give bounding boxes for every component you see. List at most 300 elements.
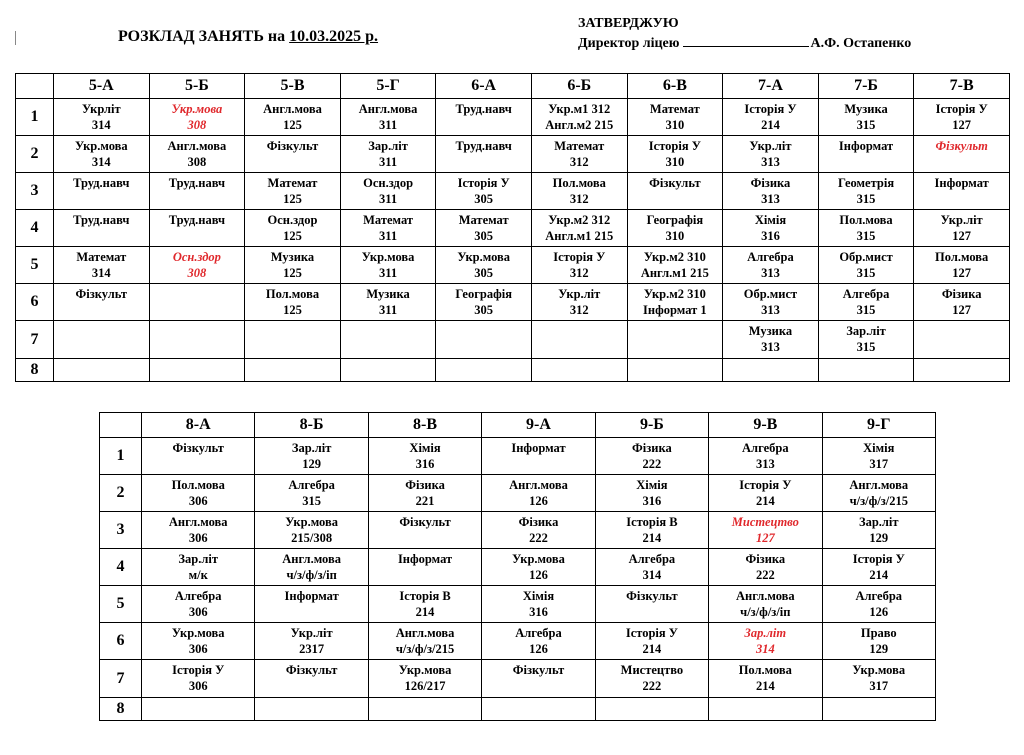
lesson-cell	[709, 438, 822, 475]
lesson-cell	[436, 99, 532, 136]
lesson-text: Англ.мова 311	[358, 102, 418, 132]
lesson-cell	[595, 623, 708, 660]
lesson-cell	[436, 359, 532, 382]
lesson-text	[150, 284, 245, 286]
lesson-text: Зар.літ 129	[858, 515, 899, 545]
lesson-text	[54, 321, 149, 323]
lesson-text	[823, 698, 935, 700]
lesson-cell	[709, 586, 822, 623]
lesson-cell	[531, 321, 627, 359]
lesson-cell	[482, 586, 595, 623]
lesson-text: Хімія 317	[863, 441, 895, 471]
lesson-text: Історія У 305	[457, 176, 510, 206]
lesson-cell	[818, 173, 914, 210]
lesson-cell	[482, 623, 595, 660]
lesson-cell	[149, 99, 245, 136]
lesson-text: Зар.літ 129	[291, 441, 332, 471]
approval-block	[578, 14, 911, 53]
lesson-text	[245, 359, 340, 361]
lesson-text: Історія У 127	[935, 102, 988, 132]
lesson-row	[16, 321, 1010, 359]
lesson-text: Фізкульт	[399, 515, 451, 529]
lesson-text: Укр.мова 314	[74, 139, 128, 169]
lesson-text: Фізкульт	[935, 139, 988, 153]
lesson-cell	[340, 321, 436, 359]
lesson-cell	[255, 586, 368, 623]
class-header: 9-А	[482, 413, 595, 438]
lesson-text: Укр.м2 312 Англ.м1 215	[545, 213, 614, 243]
lesson-text: Труд.навч	[73, 213, 130, 227]
lesson-cell	[142, 698, 255, 721]
lesson-text: Географія 305	[455, 287, 512, 317]
lesson-text: Фізкульт	[649, 176, 701, 190]
class-header: 5-В	[245, 74, 341, 99]
lesson-cell	[149, 247, 245, 284]
lesson-text: Інформат	[838, 139, 894, 153]
lesson-text	[436, 359, 531, 361]
class-header: 5-Г	[340, 74, 436, 99]
class-header: 7-А	[723, 74, 819, 99]
lesson-text: Математ 310	[649, 102, 700, 132]
lesson-text	[819, 359, 914, 361]
lesson-text: Історія У 214	[852, 552, 905, 582]
lesson-cell	[595, 475, 708, 512]
lesson-row	[16, 210, 1010, 247]
lesson-row	[100, 660, 936, 698]
lesson-text	[150, 359, 245, 361]
lesson-text: Англ.мова ч/з/ф/з/215	[395, 626, 455, 656]
lesson-text: Алгебра 126	[855, 589, 903, 619]
lesson-text: Пол.мова 125	[265, 287, 320, 317]
lesson-text: Пол.мова 214	[738, 663, 792, 693]
lesson-text: Осн.здор 125	[267, 213, 318, 243]
margin-mark	[15, 31, 16, 45]
lesson-text: Укр.мова 317	[852, 663, 906, 693]
lesson-cell	[368, 475, 481, 512]
lesson-cell	[709, 512, 822, 549]
lesson-cell	[723, 210, 819, 247]
lesson-cell	[149, 284, 245, 321]
lesson-text	[150, 321, 245, 323]
lesson-text: Музика 125	[270, 250, 315, 280]
lesson-text: Англ.мова ч/з/ф/з/215	[849, 478, 909, 508]
lesson-text	[341, 359, 436, 361]
lesson-text	[255, 698, 367, 700]
lesson-number: 1	[100, 438, 142, 475]
lesson-cell	[54, 173, 150, 210]
lesson-cell	[723, 359, 819, 382]
class-header: 9-Г	[822, 413, 935, 438]
lesson-text: Англ.мова ч/з/ф/з/іп	[735, 589, 795, 619]
lesson-text: Інформат	[284, 589, 339, 603]
lesson-cell	[245, 210, 341, 247]
lesson-cell	[709, 475, 822, 512]
lesson-cell	[627, 321, 723, 359]
lesson-row	[16, 173, 1010, 210]
lesson-text: Англ.мова 125	[263, 102, 322, 132]
lesson-cell	[436, 247, 532, 284]
lesson-text: Обр.мист 315	[839, 250, 893, 280]
header-row	[16, 74, 1010, 99]
lesson-text: Право 129	[860, 626, 897, 656]
lesson-cell	[822, 660, 935, 698]
lesson-cell	[245, 359, 341, 382]
title-date: 10.03.2025 р.	[289, 28, 379, 45]
lesson-cell	[255, 623, 368, 660]
lesson-cell	[531, 359, 627, 382]
lesson-text	[142, 698, 254, 700]
lesson-row	[100, 438, 936, 475]
lesson-text: Історія У 214	[744, 102, 797, 132]
lesson-cell	[54, 210, 150, 247]
lesson-number: 4	[100, 549, 142, 586]
lesson-text: Математ 314	[76, 250, 127, 280]
lesson-cell	[255, 438, 368, 475]
lesson-text: Труд.навч	[455, 139, 512, 153]
class-header: 5-Б	[149, 74, 245, 99]
lesson-cell	[142, 475, 255, 512]
lesson-cell	[245, 173, 341, 210]
lesson-row	[16, 99, 1010, 136]
lesson-text: Зар.літ 311	[368, 139, 408, 169]
lesson-cell	[723, 284, 819, 321]
lesson-cell	[818, 136, 914, 173]
lesson-cell	[723, 321, 819, 359]
lesson-text: Хімія 316	[522, 589, 555, 619]
class-header: 5-А	[54, 74, 150, 99]
lesson-cell	[627, 247, 723, 284]
lesson-row	[16, 247, 1010, 284]
lesson-cell	[482, 438, 595, 475]
lesson-cell	[818, 321, 914, 359]
lesson-cell	[245, 284, 341, 321]
lesson-cell	[627, 284, 723, 321]
lesson-text: Укр.мова 308	[171, 102, 223, 132]
lesson-text: Фізика 313	[750, 176, 791, 206]
lesson-text: Англ.мова 306	[168, 515, 228, 545]
lesson-text: Алгебра 313	[742, 441, 789, 471]
lesson-text	[709, 698, 821, 700]
lesson-cell	[368, 698, 481, 721]
lesson-cell	[723, 173, 819, 210]
lesson-text: Історія У 214	[625, 626, 678, 656]
lesson-cell	[340, 247, 436, 284]
lesson-cell	[914, 136, 1010, 173]
lesson-text: Фізика 221	[405, 478, 445, 508]
lesson-cell	[822, 549, 935, 586]
lesson-cell	[914, 247, 1010, 284]
lesson-text: Геометрія 315	[837, 176, 895, 206]
lesson-cell	[482, 475, 595, 512]
lesson-cell	[822, 475, 935, 512]
lesson-cell	[482, 549, 595, 586]
lesson-number: 7	[100, 660, 142, 698]
corner-cell	[100, 413, 142, 438]
lesson-cell	[368, 660, 481, 698]
lesson-text: Фізкульт	[285, 663, 338, 677]
lesson-text: Фізкульт	[512, 663, 565, 677]
lesson-text: Інформат	[397, 552, 453, 566]
lesson-cell	[595, 698, 708, 721]
lesson-text: Укр.мова 215/308	[285, 515, 338, 545]
lesson-cell	[822, 623, 935, 660]
lesson-row	[16, 359, 1010, 382]
lesson-cell	[482, 512, 595, 549]
lesson-number: 2	[16, 136, 54, 173]
lesson-number: 6	[100, 623, 142, 660]
lesson-cell	[142, 660, 255, 698]
lesson-cell	[595, 660, 708, 698]
lesson-cell	[340, 99, 436, 136]
lesson-cell	[368, 549, 481, 586]
lesson-text	[54, 359, 149, 361]
lesson-row	[100, 512, 936, 549]
lesson-text: Фізкульт	[266, 139, 319, 153]
lesson-cell	[142, 512, 255, 549]
lesson-cell	[149, 136, 245, 173]
lesson-cell	[627, 173, 723, 210]
lesson-cell	[822, 512, 935, 549]
lesson-cell	[54, 284, 150, 321]
lesson-cell	[149, 173, 245, 210]
lesson-text: Музика 315	[844, 102, 888, 132]
lesson-cell	[149, 210, 245, 247]
lesson-text: Пол.мова 312	[552, 176, 606, 206]
lesson-cell	[245, 99, 341, 136]
class-header: 7-Б	[818, 74, 914, 99]
lesson-cell	[723, 247, 819, 284]
schedule-table-grades-5-7	[15, 73, 1010, 382]
lesson-cell	[54, 321, 150, 359]
lesson-cell	[818, 359, 914, 382]
lesson-cell	[914, 99, 1010, 136]
lesson-number: 3	[100, 512, 142, 549]
lesson-cell	[255, 475, 368, 512]
class-header: 6-Б	[531, 74, 627, 99]
lesson-cell	[340, 284, 436, 321]
lesson-cell	[149, 359, 245, 382]
lesson-cell	[245, 247, 341, 284]
lesson-cell	[142, 438, 255, 475]
lesson-row	[16, 284, 1010, 321]
lesson-cell	[368, 623, 481, 660]
lesson-cell	[723, 136, 819, 173]
lesson-text: Алгебра 315	[288, 478, 335, 508]
lesson-text: Англ.мова ч/з/ф/з/іп	[282, 552, 341, 582]
lesson-text: Труд.навч	[168, 213, 226, 227]
lesson-text	[628, 321, 723, 323]
lesson-text: Пол.мова 315	[839, 213, 893, 243]
lesson-cell	[595, 512, 708, 549]
lesson-cell	[368, 586, 481, 623]
class-header: 7-В	[914, 74, 1010, 99]
lesson-text: Фізика 127	[941, 287, 982, 317]
table-body	[100, 438, 936, 721]
lesson-cell	[54, 247, 150, 284]
lesson-cell	[627, 359, 723, 382]
lesson-cell	[142, 586, 255, 623]
lesson-number: 2	[100, 475, 142, 512]
lesson-number: 1	[16, 99, 54, 136]
lesson-cell	[709, 660, 822, 698]
lesson-text: Фізика 222	[632, 441, 672, 471]
lesson-text: Пол.мова 306	[171, 478, 225, 508]
lesson-text: Укр.мова 305	[457, 250, 511, 280]
lesson-cell	[436, 136, 532, 173]
class-header: 8-А	[142, 413, 255, 438]
lesson-text: Мистецтво 127	[731, 515, 799, 545]
lesson-cell	[142, 549, 255, 586]
lesson-text: Обр.мист 313	[743, 287, 798, 317]
lesson-text: Алгебра 315	[842, 287, 890, 317]
class-header: 8-В	[368, 413, 481, 438]
lesson-cell	[340, 210, 436, 247]
lesson-text: Історія У 214	[739, 478, 792, 508]
lesson-cell	[595, 586, 708, 623]
lesson-text: Хімія 316	[636, 478, 668, 508]
lesson-text: Фізкульт	[626, 589, 678, 603]
lesson-text: Алгебра 313	[747, 250, 794, 280]
lesson-text: Укр.літ 312	[558, 287, 601, 317]
lesson-cell	[482, 698, 595, 721]
lesson-text	[914, 321, 1009, 323]
lesson-number: 8	[16, 359, 54, 382]
lesson-cell	[368, 512, 481, 549]
lesson-text: Укр.м2 310 Англ.м1 215	[640, 250, 709, 280]
director-label: Директор ліцею	[578, 36, 680, 51]
lesson-text: Укр.літ 313	[749, 139, 792, 169]
lesson-number: 3	[16, 173, 54, 210]
lesson-cell	[595, 549, 708, 586]
lesson-text: Історія В 214	[626, 515, 678, 545]
lesson-text: Фізкульт	[172, 441, 224, 455]
lesson-text: Математ 305	[458, 213, 509, 243]
class-header: 9-В	[709, 413, 822, 438]
lesson-text: Укр.м2 310 Інформат 1	[643, 287, 707, 317]
lesson-text: Хімія 316	[754, 213, 787, 243]
lesson-text: Математ 125	[267, 176, 318, 206]
lesson-cell	[822, 438, 935, 475]
lesson-cell	[340, 136, 436, 173]
lesson-cell	[482, 660, 595, 698]
lesson-text: Історія В 214	[399, 589, 451, 619]
lesson-text: Музика 311	[366, 287, 410, 317]
lesson-row	[100, 549, 936, 586]
lesson-text: Історія У 306	[172, 663, 225, 693]
lesson-cell	[54, 99, 150, 136]
lesson-cell	[914, 359, 1010, 382]
lesson-text: Історія У 312	[553, 250, 606, 280]
lesson-row	[16, 136, 1010, 173]
lesson-text: Труд.навч	[455, 102, 512, 116]
lesson-text: Алгебра 306	[174, 589, 222, 619]
lesson-text	[532, 359, 627, 361]
signature-line	[683, 33, 809, 47]
lesson-row	[100, 698, 936, 721]
lesson-cell	[436, 321, 532, 359]
lesson-cell	[914, 210, 1010, 247]
lesson-cell	[436, 173, 532, 210]
lesson-cell	[818, 99, 914, 136]
lesson-cell	[368, 438, 481, 475]
title-prefix: РОЗКЛАД ЗАНЯТЬ на	[118, 28, 290, 45]
lesson-text: Укр.мова 126	[512, 552, 565, 582]
lesson-text: Укр.літ 127	[940, 213, 983, 243]
lesson-cell	[818, 210, 914, 247]
lesson-number: 7	[16, 321, 54, 359]
lesson-text	[628, 359, 723, 361]
lesson-cell	[340, 359, 436, 382]
lesson-text	[914, 359, 1009, 361]
lesson-text	[532, 321, 627, 323]
class-header: 6-В	[627, 74, 723, 99]
lesson-cell	[627, 99, 723, 136]
lesson-text: Осн.здор 308	[172, 250, 221, 280]
approve-label: ЗАТВЕРДЖУЮ	[578, 16, 679, 31]
lesson-cell	[340, 173, 436, 210]
lesson-cell	[723, 99, 819, 136]
lesson-row	[100, 623, 936, 660]
lesson-cell	[818, 247, 914, 284]
lesson-number: 5	[16, 247, 54, 284]
lesson-text: Пол.мова 127	[935, 250, 989, 280]
lesson-number: 8	[100, 698, 142, 721]
lesson-text: Укр.мова 126/217	[398, 663, 452, 693]
lesson-text: Історія У 310	[648, 139, 701, 169]
lesson-text: Алгебра 314	[628, 552, 676, 582]
director-line	[578, 33, 911, 53]
lesson-row	[100, 586, 936, 623]
lesson-text: Музика 313	[748, 324, 793, 354]
lesson-cell	[149, 321, 245, 359]
lesson-cell	[914, 321, 1010, 359]
class-header: 9-Б	[595, 413, 708, 438]
lesson-text: Інформат	[934, 176, 989, 190]
lesson-text: Зар.літ 315	[846, 324, 886, 354]
lesson-cell	[709, 623, 822, 660]
lesson-cell	[142, 623, 255, 660]
lesson-text: Зар.літ 314	[744, 626, 787, 656]
class-header: 6-А	[436, 74, 532, 99]
lesson-cell	[54, 359, 150, 382]
corner-cell	[16, 74, 54, 99]
lesson-cell	[531, 284, 627, 321]
lesson-cell	[531, 210, 627, 247]
class-header: 8-Б	[255, 413, 368, 438]
lesson-text	[723, 359, 818, 361]
table-body	[16, 99, 1010, 382]
lesson-cell	[436, 210, 532, 247]
lesson-number: 5	[100, 586, 142, 623]
lesson-text: Фізкульт	[75, 287, 128, 301]
lesson-text: Математ 311	[363, 213, 414, 243]
lesson-text: Осн.здор 311	[363, 176, 414, 206]
lesson-cell	[531, 99, 627, 136]
lesson-cell	[914, 284, 1010, 321]
lesson-text: Англ.мова 126	[509, 478, 568, 508]
lesson-cell	[245, 136, 341, 173]
lesson-cell	[627, 210, 723, 247]
lesson-text	[369, 698, 481, 700]
lesson-text: Мистецтво 222	[620, 663, 684, 693]
lesson-cell	[818, 284, 914, 321]
lesson-text: Математ 312	[554, 139, 605, 169]
lesson-cell	[914, 173, 1010, 210]
lesson-text: Труд.навч	[168, 176, 226, 190]
schedule-table-grades-8-9	[99, 412, 936, 721]
lesson-cell	[627, 136, 723, 173]
lesson-cell	[54, 136, 150, 173]
